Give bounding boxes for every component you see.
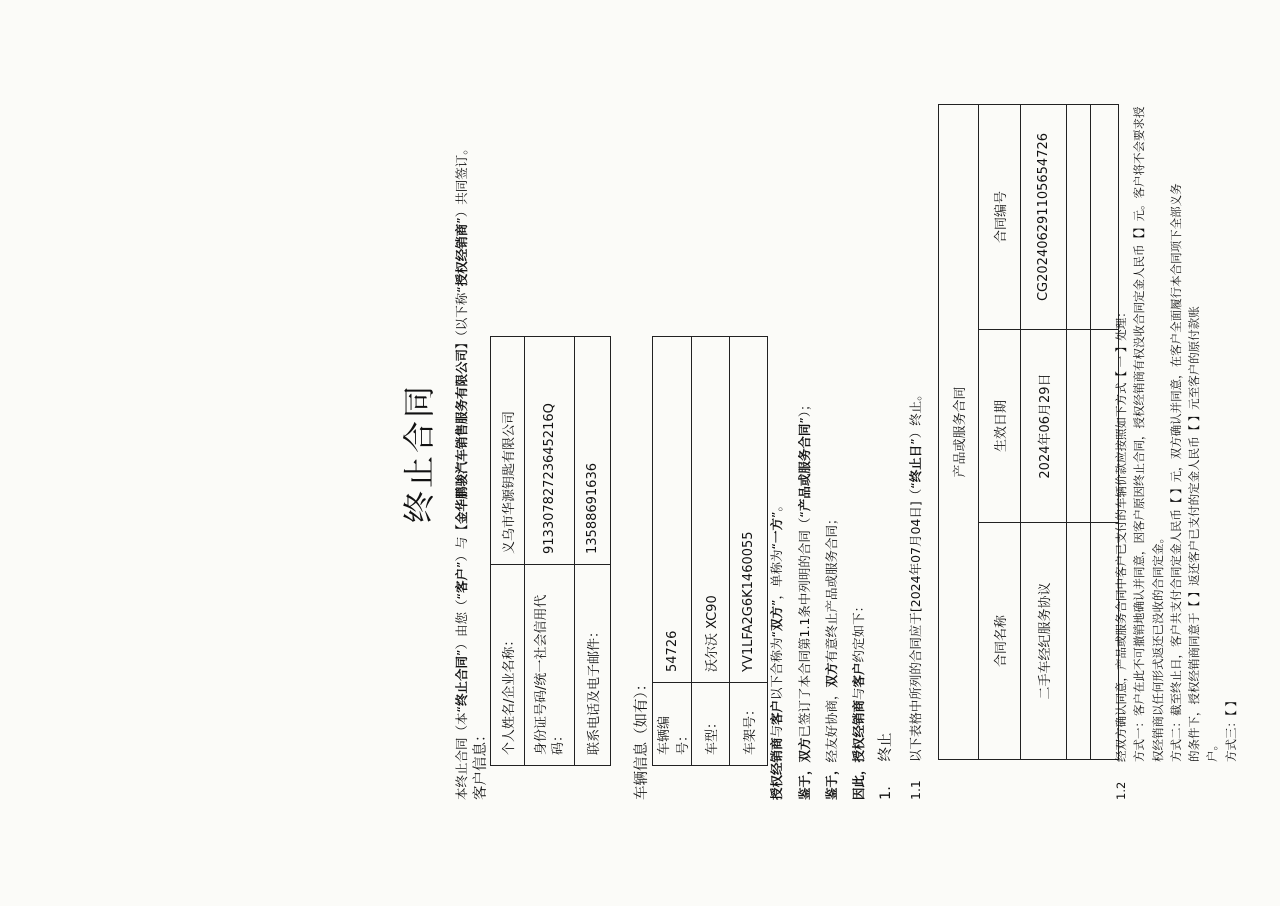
table-row xyxy=(491,337,525,766)
term-dealer: 授权经销商 xyxy=(769,737,784,800)
term-dealer: 授权经销商 xyxy=(851,699,866,763)
table-cell: 二手车经纪服务协议 xyxy=(1021,523,1067,760)
row-value: 义乌市华源钥匙有限公司 xyxy=(491,337,525,565)
row-value: 13588691636 xyxy=(575,337,611,565)
term-both-parties: 双方 xyxy=(824,662,839,688)
intro-text: 】（以下称“ xyxy=(454,286,469,350)
term-customer: 客户 xyxy=(454,568,469,594)
row-label: 个人姓名/企业名称： xyxy=(491,565,525,766)
clause-number: 1.2 xyxy=(1114,781,1128,800)
table-row xyxy=(730,337,768,766)
text: 已签订了本合同第1.1条中列明的合同（“ xyxy=(797,511,812,738)
customer-info-table xyxy=(490,336,611,766)
column-header: 生效日期 xyxy=(979,330,1021,523)
whereas-2 xyxy=(822,512,841,800)
table-caption-row xyxy=(939,105,979,760)
intro-paragraph xyxy=(452,142,471,800)
clause-line: 权经销商以任何形式返还已没收的合同定金。 xyxy=(1150,532,1165,762)
clause-line: 方式二：截至终止日，客户共支付合同定金人民币【 】元，双方确认并同意，在客户全面履行本合同项下全部义务 xyxy=(1168,183,1183,762)
row-value: 91330782723645216Q xyxy=(525,337,575,565)
intro-text: ”）与【 xyxy=(454,524,469,569)
section-number: 1. xyxy=(878,786,894,800)
row-value: 沃尔沃 XC90 xyxy=(692,337,730,683)
clause-1-1 xyxy=(906,388,925,800)
term-customer: 客户 xyxy=(851,662,866,688)
table-caption: 产品或服务合同 xyxy=(939,105,979,760)
vehicle-info-heading: 车辆信息（如有）： xyxy=(634,676,650,800)
table-cell xyxy=(1067,523,1091,760)
clause-line: 方式三：【 】 xyxy=(1223,695,1238,762)
clause-line: 方式一：客户在此不可撤销地确认并同意，因客户原因终止合同，授权经销商有权没收合同定金人民币【】元。客户将不会要求授 xyxy=(1132,106,1147,762)
term-customer: 客户 xyxy=(769,699,784,725)
text: 以下合称为“ xyxy=(769,630,784,700)
text: 有意终止产品或服务合同； xyxy=(824,512,839,663)
whereas-label: 鉴于， xyxy=(824,762,839,800)
term-one-party: 一方 xyxy=(769,517,784,543)
text: ”。 xyxy=(769,499,784,518)
column-header: 合同名称 xyxy=(979,523,1021,760)
therefore-label: 因此， xyxy=(851,762,866,800)
term-both-parties: 双方 xyxy=(769,605,784,631)
intro-text: ”）共同签订。 xyxy=(454,142,469,224)
row-label: 车架号： xyxy=(730,683,768,766)
contract-table xyxy=(938,104,1119,760)
column-header: 合同编号 xyxy=(979,105,1021,330)
term-dealer: 授权经销商 xyxy=(454,223,469,287)
table-header-row xyxy=(979,105,1021,760)
table-row xyxy=(575,337,611,766)
clause-line: 的条件下，授权经销商同意于【 】返还客户已支付的定金人民币【 】元至客户的原付款账 xyxy=(1187,306,1202,762)
table-row xyxy=(653,337,692,766)
row-label: 车型： xyxy=(692,683,730,766)
text: 与 xyxy=(851,687,866,700)
intro-text: ”）由您（“ xyxy=(454,593,469,656)
text: ”）终止。 xyxy=(908,388,923,445)
whereas-label: 鉴于， xyxy=(797,762,812,800)
table-row xyxy=(692,337,730,766)
row-label: 车辆编号： xyxy=(653,683,692,766)
customer-info-heading: 客户信息： xyxy=(473,727,489,800)
table-cell xyxy=(1067,330,1091,523)
parties-paragraph xyxy=(767,499,786,800)
row-label: 联系电话及电子邮件： xyxy=(575,565,611,766)
table-cell xyxy=(1067,105,1091,330)
term-termination-contract: 终止合同 xyxy=(454,656,469,707)
text: 以下表格中所列的合同应于[2024年07月04日]（“ xyxy=(908,482,923,763)
text: ”）； xyxy=(797,398,812,424)
text: 经友好协商， xyxy=(824,687,839,763)
table-row xyxy=(1067,105,1091,760)
section-title: 终止 xyxy=(878,732,894,762)
table-cell: CG20240629110565472​6 xyxy=(1021,105,1067,330)
row-label: 身份证号码/统一社会信用代码： xyxy=(525,565,575,766)
text: 与 xyxy=(769,724,784,738)
intro-text: 本终止合同（本“ xyxy=(454,706,469,800)
term-termination-date: 终止日 xyxy=(908,444,923,483)
term-product-contract: 产品或服务合同 xyxy=(797,423,812,512)
clause-number: 1.1 xyxy=(908,780,923,800)
vehicle-info-table xyxy=(652,336,768,766)
clause-1-2 xyxy=(1112,107,1240,801)
term-both-parties: 双方 xyxy=(797,737,812,763)
text: 约定如下： xyxy=(851,599,866,663)
table-row xyxy=(525,337,575,766)
table-row xyxy=(1021,105,1067,760)
whereas-1 xyxy=(795,398,814,800)
dealer-name: 金华鹏骏汽车销售服务有限公司 xyxy=(454,349,469,525)
row-value: YV1LFA2G6K1460055 xyxy=(730,337,768,683)
text: ”，单称为“ xyxy=(769,543,784,606)
section-1-heading xyxy=(877,733,896,800)
table-cell: 2024年06月29日 xyxy=(1021,330,1067,523)
clause-line: 经双方确认同意，产品或服务合同中客户已支付的车辆价款应按照如下方式【 一 】处理： xyxy=(1114,306,1128,762)
row-value: 54726 xyxy=(653,337,692,683)
therefore-paragraph xyxy=(849,600,868,800)
document-title: 终止合同 xyxy=(400,383,438,524)
clause-line: 户。 xyxy=(1205,739,1220,762)
